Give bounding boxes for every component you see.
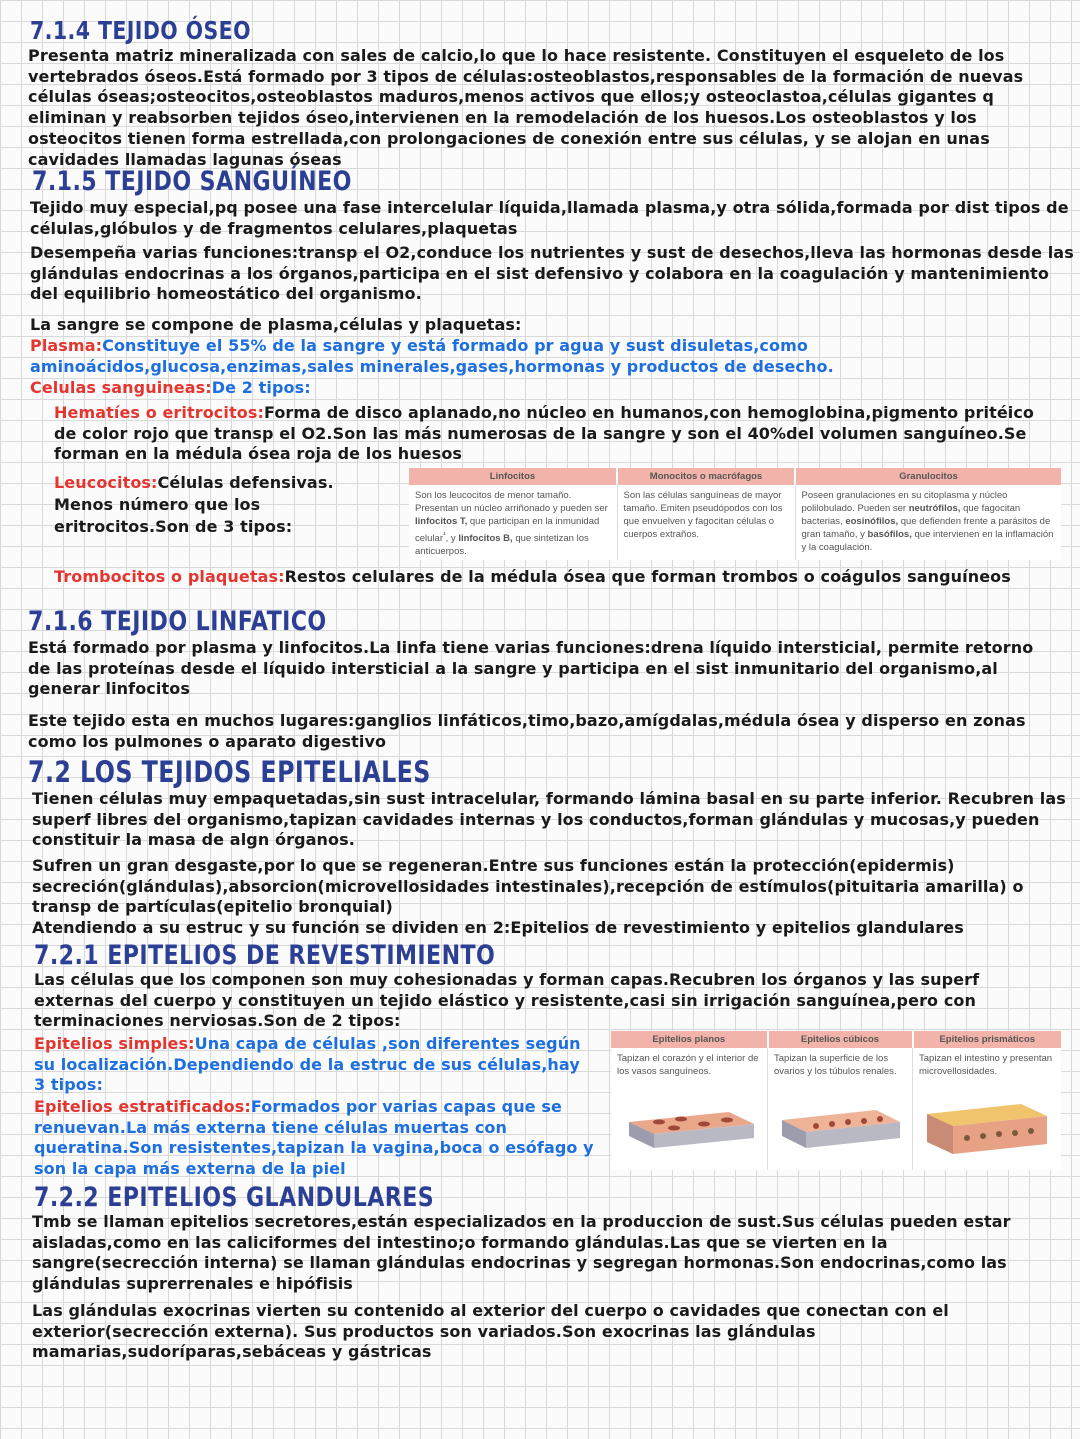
flat-epithelium-image [619, 1100, 759, 1156]
paragraph-sanguineo-composicion: La sangre se compone de plasma,células y plaquetas: [30, 315, 522, 334]
illustration-epitelio-prismatico [913, 1094, 1062, 1170]
cell-epitelios-cubicos: Tapizan la superficie de los ovarios y los túbulos renales. [768, 1048, 913, 1094]
paragraph-celulas-sanguineas [30, 378, 630, 399]
heading-tejido-oseo: 7.1.4 TEJIDO ÓSEO [30, 16, 251, 45]
header-monocitos: Monocitos o macrófagos [617, 468, 795, 485]
paragraph-epiteliales-1: Tienen células muy empaquetadas,sin sust intracelular, formando lámina basal en su parte inferior. Recubren las superf libres del organismo,tapizan cavidades internas y los conductos,forman glándulas y mucosas,y pueden constituir la masa de algn órganos. [32, 789, 1066, 850]
header-epitelios-planos: Epitelios planos [611, 1031, 768, 1048]
paragraph-linfatico-2: Este tejido esta en muchos lugares:ganglios linfáticos,timo,bazo,amígdalas,médula ósea y disperso en zonas como los pulmones o aparato digestivo [28, 711, 1026, 751]
paragraph-sanguineo-intro: Tejido muy especial,pq posee una fase intercelular líquida,llamada plasma,y otra sólida,formada por dist tipos de células,glóbulos y de fragmentos celulares,plaquetas [30, 198, 1069, 238]
paragraph-tejido-oseo: Presenta matriz mineralizada con sales de calcio,lo que lo hace resistente. Constituyen el esqueleto de los vertebrados óseos.Está formado por 3 tipos de células:osteoblastos,responsables de la formación de nuevas células óseas;osteocitos,osteoblastos maduros,menos activos que ellos;y osteoclastoa,células gigantes q eliminan y reabsorben tejidos óseo,intervienen en la remodelación de los huesos.Los osteoblastos y los osteocitos tienen forma estrellada,con prolongaciones de conexión entre sus células, y se alojan en unas cavidades llamadas lagunas óseas [28, 46, 1024, 169]
cell-linfocitos: Son los leucocitos de menor tamaño. Presentan un núcleo arriñonado y pueden ser linfocitos T, que participan en la inmunidad celular$^{^1}$, y linfocitos B, que sintetizan los anticuerpos. [409, 485, 617, 560]
text-epitelios-simples: Una capa de células ,son diferentes según su localización.Dependiendo de la estruc de sus células,hay 3 tipos: [34, 1034, 581, 1095]
paragraph-plasma [30, 336, 930, 377]
label-epitelios-simples: Epitelios simples: [34, 1034, 195, 1053]
label-hematies: Hematíes o eritrocitos: [54, 403, 264, 422]
cell-monocitos: Son las células sanguíneas de mayor tamaño. Emiten pseudópodos con los que envuelven y fagocitan células o cuerpos extraños. [617, 485, 795, 560]
heading-tejidos-epiteliales: 7.2 LOS TEJIDOS EPITELIALES [28, 755, 431, 789]
heading-epitelios-glandulares: 7.2.2 EPITELIOS GLANDULARES [34, 1182, 435, 1213]
heading-tejido-sanguineo: 7.1.5 TEJIDO SANGUÍNEO [32, 166, 352, 197]
paragraph-trombocitos [54, 567, 1044, 588]
text-epitelios-estratificados: Formados por varias capas que se renuevan.La más externa tiene células muertas con queratina.Son resistentes,tapizan la vagina,boca o esófago y son la capa más externa de la piel [34, 1097, 594, 1179]
epitelios-simples-table [611, 1031, 1061, 1170]
paragraph-epitelios-estratificados [34, 1097, 606, 1180]
paragraph-epiteliales-3: Atendiendo a su estruc y su función se dividen en 2:Epitelios de revestimiento y epitelios glandulares [32, 918, 964, 937]
paragraph-leucocitos [54, 472, 384, 538]
label-plasma: Plasma: [30, 336, 103, 355]
leucocitos-table [409, 468, 1061, 560]
text-celulas-sanguineas: De 2 tipos: [211, 378, 311, 397]
label-leucocitos: Leucocitos: [54, 473, 158, 492]
text-leucocitos: Células defensivas. Menos número que los eritrocitos.Son de 3 tipos: [54, 473, 334, 536]
illustration-epitelio-cubico [768, 1094, 913, 1170]
cuboidal-epithelium-image [776, 1100, 904, 1156]
label-trombocitos: Trombocitos o plaquetas: [54, 567, 285, 586]
header-linfocitos: Linfocitos [409, 468, 617, 485]
columnar-epithelium-image [921, 1100, 1053, 1160]
paragraph-epitelios-simples [34, 1034, 594, 1096]
header-epitelios-prismaticos: Epitelios prismáticos [913, 1031, 1062, 1048]
cell-epitelios-planos: Tapizan el corazón y el interior de los vasos sanguíneos. [611, 1048, 768, 1094]
cell-epitelios-prismaticos: Tapizan el intestino y presentan microvellosidades. [919, 1053, 1053, 1077]
paragraph-glandulares-2: Las glándulas exocrinas vierten su contenido al exterior del cuerpo o cavidades que conectan con el exterior(secrección externa). Sus productos son variados.Son exocrinas las glándulas mamarias,sudoríparas,sebáceas y gástricas [32, 1301, 949, 1362]
text-plasma: Constituye el 55% de la sangre y está formado pr agua y sust disuletas,como aminoácidos,glucosa,enzimas,sales minerales,gases,hormonas y productos de desecho. [30, 336, 834, 376]
text-trombocitos: Restos celulares de la médula ósea que forman trombos o coágulos sanguíneos [284, 567, 1011, 586]
header-epitelios-cubicos: Epitelios cúbicos [768, 1031, 913, 1048]
paragraph-glandulares-1: Tmb se llaman epitelios secretores,están especializados en la produccion de sust.Sus células pueden estar aisladas,como en las caliciformes del intestino;o formando glándulas.Las que se vierten en la sangre(secrección interna) se llaman glándulas endocrinas y segregan hormonas.Son endocrinas,como las glándulas suprerrenales e hipófisis [32, 1212, 1011, 1294]
paragraph-revestimiento: Las células que los componen son muy cohesionadas y forman capas.Recubren los órganos y las superf externas del cuerpo y constituyen un tejido elástico y resistente,casi sin irrigación sanguínea,pero con terminaciones nerviosas.Son de 2 tipos: [34, 970, 980, 1031]
illustration-epitelio-plano [611, 1094, 768, 1170]
cell-granulocitos: Poseen granulaciones en su citoplasma y núcleo polilobulado. Pueden ser neutrófilos, que fagocitan bacterias, eosinófilos, que defienden frente a parásitos de gran tamaño, y basófilos, que intervienen en la inflamación y la coagulación. [801, 490, 1054, 553]
paragraph-epiteliales-2: Sufren un gran desgaste,por lo que se regeneran.Entre sus funciones están la protección(epidermis) secreción(glándulas),absorcion(microvellosidades intestinales),recepción de estímulos(pituitaria amarilla) o transp de partículas(epitelio bronquial) [32, 856, 1024, 917]
heading-tejido-linfatico: 7.1.6 TEJIDO LINFATICO [28, 606, 327, 637]
label-celulas-sanguineas: Celulas sanguineas: [30, 378, 212, 397]
header-granulocitos: Granulocitos [795, 468, 1061, 485]
label-epitelios-estratificados: Epitelios estratificados: [34, 1097, 251, 1116]
paragraph-hematies [54, 403, 1054, 465]
heading-epitelios-revestimiento: 7.2.1 EPITELIOS DE REVESTIMIENTO [34, 940, 496, 971]
text-hematies: Forma de disco aplanado,no núcleo en humanos,con hemoglobina,pigmento pritéico de color rojo que transp el O2.Son las más numerosas de la sangre y son el 40%del volumen sanguíneo.Se forman en la médula ósea roja de los huesos [54, 403, 1035, 464]
paragraph-sanguineo-funciones: Desempeña varias funciones:transp el O2,conduce los nutrientes y sust de desechos,lleva las hormonas desde las glándulas endocrinas a los órganos,participa en el sist defensivo y colabora en la coagulación y mantenimiento del equilibrio homeostático del organismo. [30, 243, 1074, 304]
paragraph-linfatico-1: Está formado por plasma y linfocitos.La linfa tiene varias funciones:drena líquido intersticial, permite retorno de las proteínas desde el líquido intersticial a la sangre y participa en el sist inmunitario del organismo,al generar linfocitos [28, 638, 1034, 699]
